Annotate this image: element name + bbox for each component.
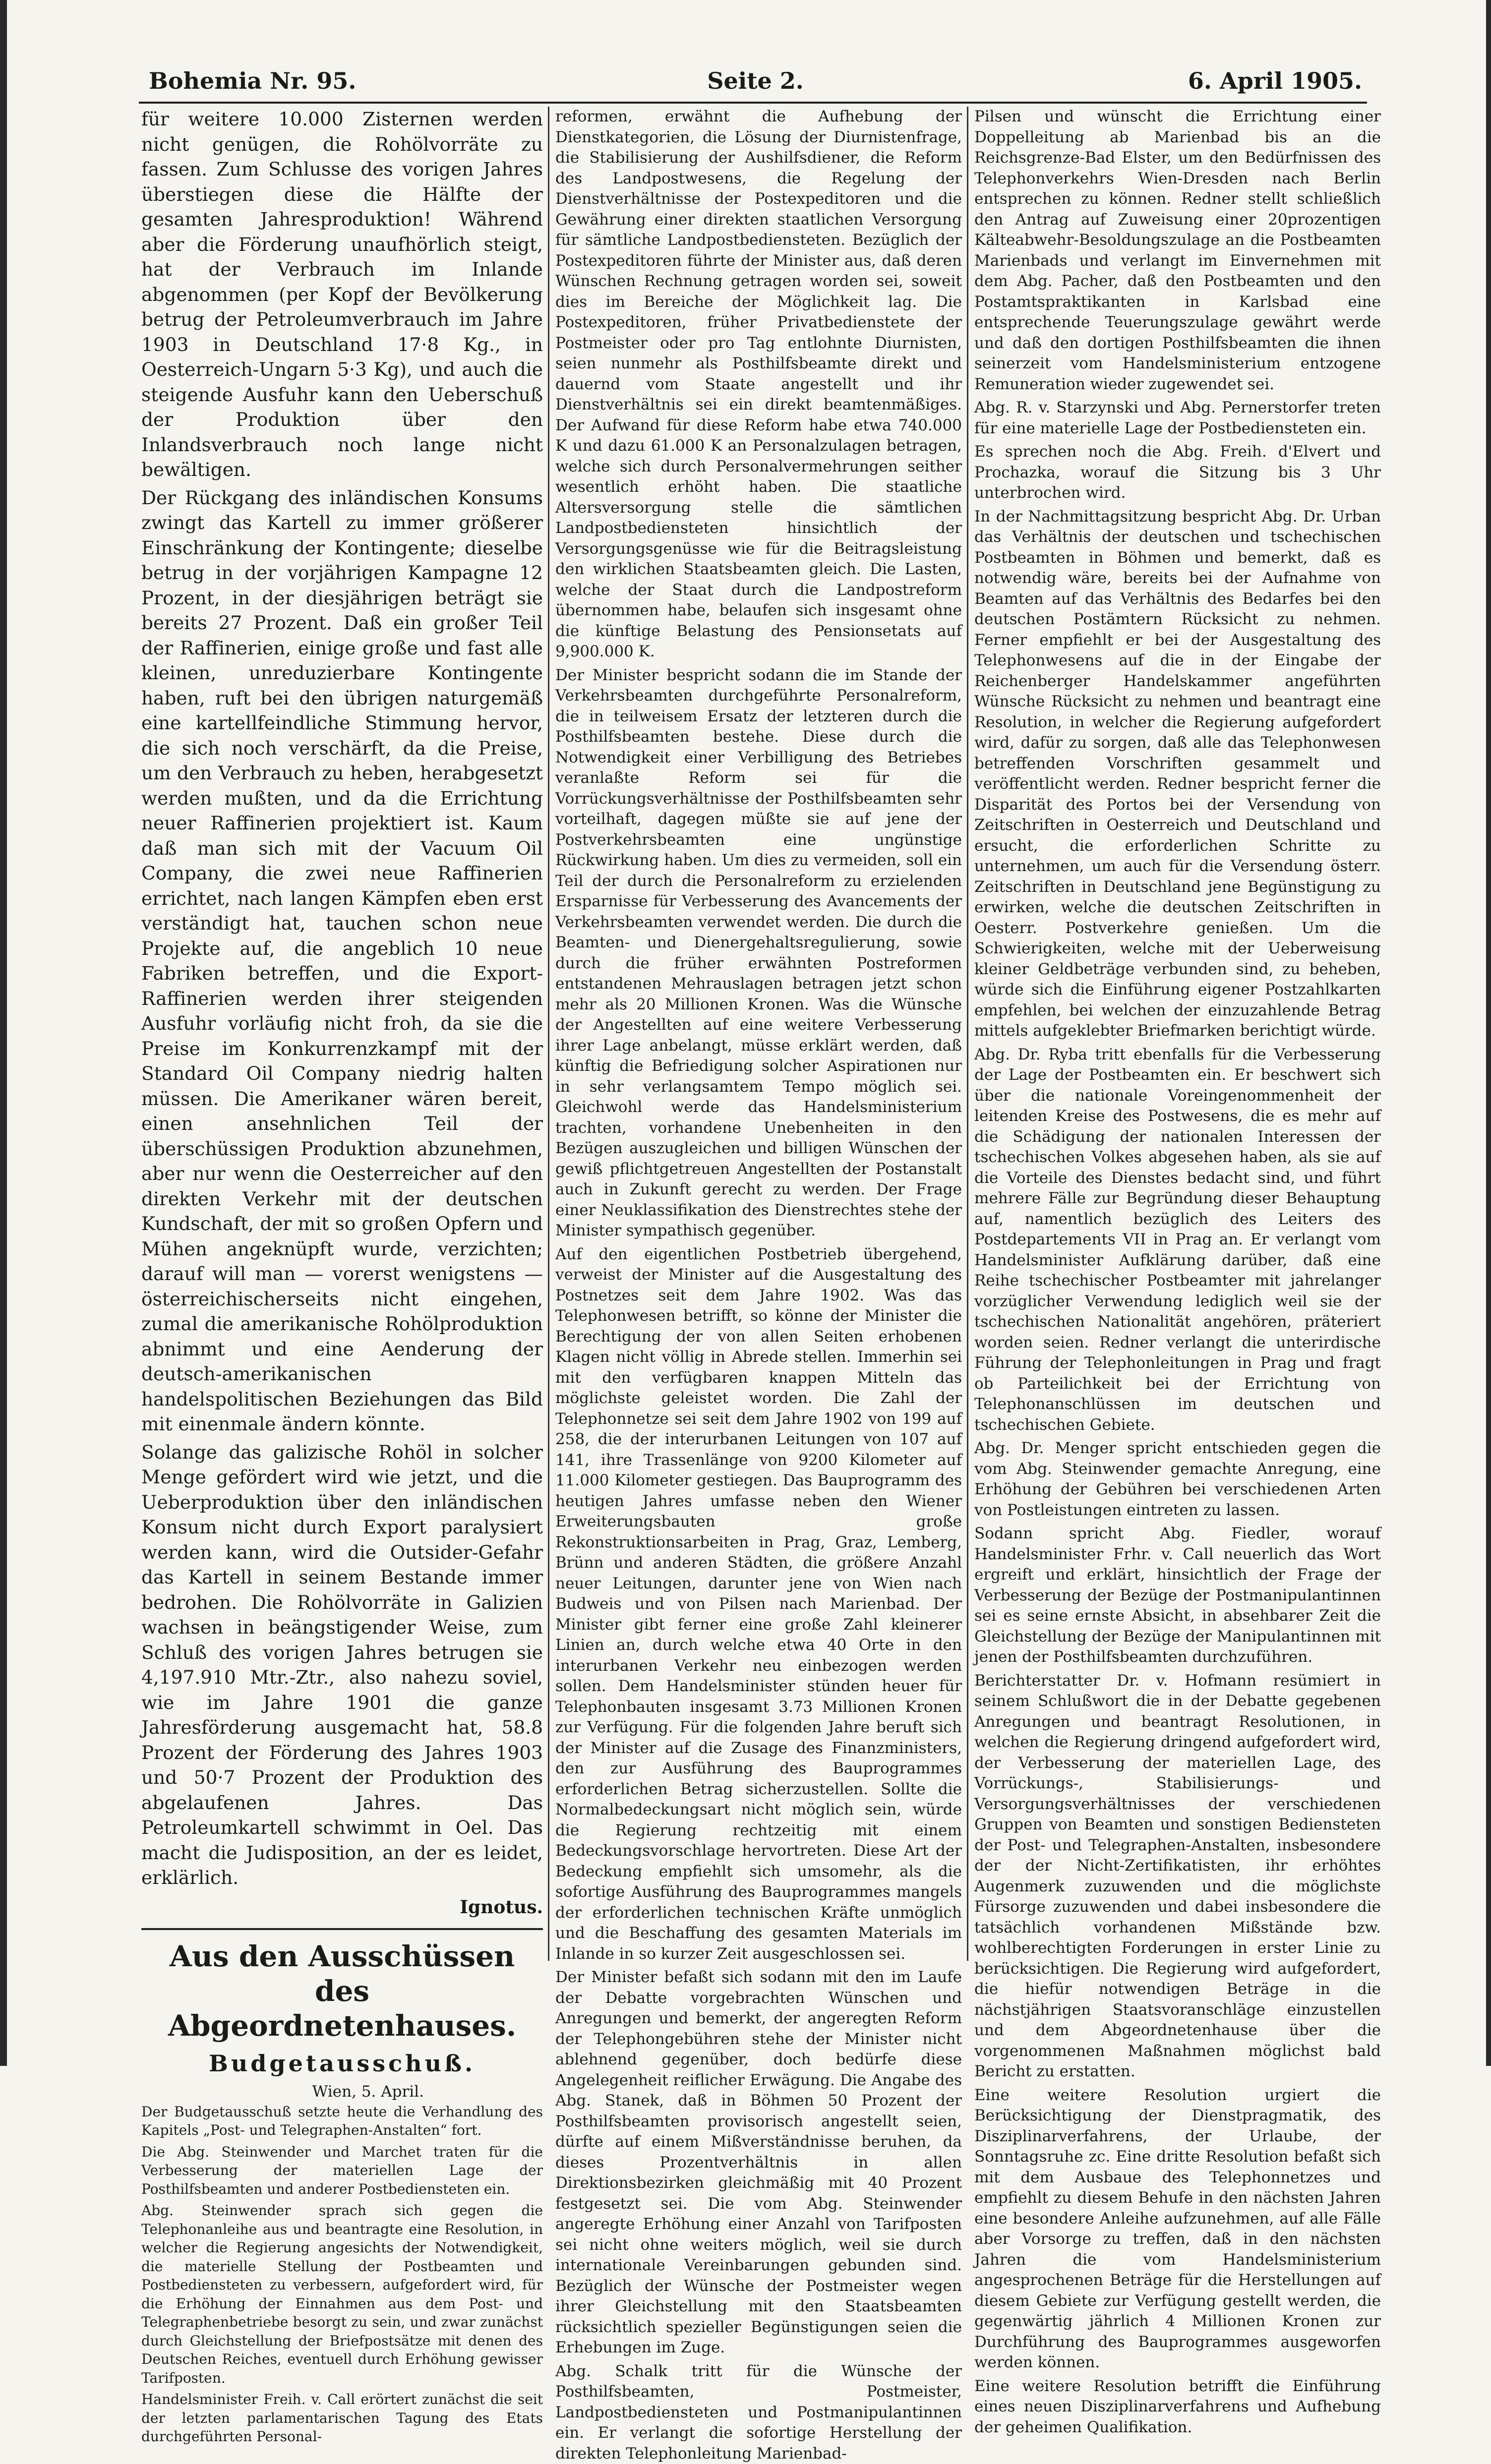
- column-divider: [967, 107, 968, 1961]
- report-paragraph: Sodann spricht Abg. Fiedler, worauf Handelsminister Frhr. v. Call neuerlich das Wort ergreift und erklärt, hinsichtlich der Frage der Verbesserung der Bezüge der Postmanipulantinnen sei es seine ernste Absicht, in absehbarer Zeit die Gleichstellung der Bezüge der Manipulantinnen mit jenen der Posthilfsbeamten durchzuführen.: [974, 1524, 1381, 1668]
- article-paragraph: für weitere 10.000 Zisternen werden nicht genügen, die Rohölvorräte zu fassen. Zum Schlusse des vorigen Jahres überstiegen diese die Hälfte der gesamten Jahresproduktion! Während aber die Förderung unaufhörlich steigt, hat der Verbrauch im Inlande abgenommen (per Kopf der Bevölkerung betrug der Petroleumverbrauch im Jahre 1903 in Deutschland 17·8 Kg., in Oesterreich-Ungarn 5·3 Kg), und auch die steigende Ausfuhr kann den Ueberschuß der Produktion über den Inlandsverbrauch noch lange nicht bewältigen.: [141, 107, 543, 482]
- report-paragraph: Pilsen und wünscht die Errichtung einer Doppelleitung ab Marienbad bis an die Reichsgrenze-Bad Elster, um den Bedürfnissen des Telephonverkehrs Wien-Dresden nach Berlin entsprechen zu können. Redner stellt schließlich den Antrag auf Zuweisung einer 20prozentigen Kälteabwehr-Besoldungszulage an die Postbeamten Marienbads und verlangt im Einvernehmen mit dem Abg. Pacher, daß den Postbeamten und den Postamtspraktikanten in Karlsbad eine entsprechende Teuerungszulage gewährt werde und daß den dortigen Posthilfsbeamten die ihnen seinerzeit vom Handelsministerium entzogene Remuneration wieder zugewendet sei.: [974, 107, 1381, 395]
- section-subtitle: Budgetausschuß.: [141, 2050, 543, 2077]
- report-paragraph: Es sprechen noch die Abg. Freih. d'Elvert und Prochazka, worauf die Sitzung bis 3 Uhr unterbrochen wird.: [974, 442, 1381, 504]
- article-paragraph: Der Rückgang des inländischen Konsums zwingt das Kartell zu immer größerer Einschränkung der Kontingente; dieselbe betrug in der vorjährigen Kampagne 12 Prozent, in der diesjährigen beträgt sie bereits 27 Prozent. Daß ein großer Teil der Raffinerien, einige große und fast alle kleinen, unreduzierbare Kontingente haben, ruft bei den übrigen naturgemäß eine kartellfeindliche Stimmung hervor, die sich noch verschärft, da die Preise, um den Verbrauch zu heben, herabgesetzt werden mußten, und da die Errichtung neuer Raffinerien projektiert ist. Kaum daß man sich mit der Vacuum Oil Company, die zwei neue Raffinerien errichtet, nach langen Kämpfen eben erst verständigt hat, tauchen schon neue Projekte auf, die angeblich 10 neue Fabriken betreffen, und die Export-Raffinerien werden ihrer steigenden Ausfuhr vorläufig nicht froh, da sie die Preise im Konkurrenzkampf mit der Standard Oil Company niedrig halten müssen. Die Amerikaner wären bereit, einen ansehnlichen Teil der überschüssigen Produktion abzunehmen, aber nur wenn die Oesterreicher auf den direkten Verkehr mit der deutschen Kundschaft, der mit so großen Opfern und Mühen angeknüpft wurde, verzichten; darauf will man — vorerst wenigstens — österreichischerseits nicht eingehen, zumal die amerikanische Rohölproduktion abnimmt und eine Aenderung der deutsch-amerikanischen handelspolitischen Beziehungen das Bild mit einenmale ändern könnte.: [141, 485, 543, 1437]
- report-paragraph: reformen, erwähnt die Aufhebung der Dienstkategorien, die Lösung der Diurnistenfrage, die Stabilisierung der Aushilfsdiener, die Reform des Landpostwesens, die Regelung der Dienstverhältnisse der Postexpeditoren und die Gewährung einer direkten staatlichen Versorgung für sämtliche Landpostbediensteten. Bezüglich der Postexpeditoren führte der Minister aus, daß deren Wünschen Rechnung getragen worden sei, soweit dies im Bereiche der Möglichkeit lag. Die Postexpeditoren, früher Privatbedienstete der Postmeister oder pro Tag entlohnte Diurnisten, seien nunmehr als Posthilfsbeamte direkt und dauernd vom Staate angestellt und ihr Dienstverhältnis sei ein direkt beamtenmäßiges. Der Aufwand für diese Reform habe etwa 740.000 K und dazu 61.000 K an Personalzulagen betragen, welche sich durch Personalvermehrungen seither wesentlich erhöht haben. Die staatliche Altersversorgung stelle die sämtlichen Landpostbediensteten hinsichtlich der Versorgungsgenüsse wie für die Beitragsleistung den wirklichen Staatsbeamten gleich. Die Lasten, welche der Staat durch die Landpostreform übernommen habe, belaufen sich insgesamt ohne die künftige Belastung des Pensionsetats auf 9,900.000 K.: [555, 107, 962, 662]
- report-paragraph: Der Budgetausschuß setzte heute die Verhandlung des Kapitels „Post- und Telegraphen-Anstalten“ fort.: [141, 2103, 543, 2140]
- column-2: [555, 107, 962, 1991]
- report-paragraph: Die Abg. Steinwender und Marchet traten für die Verbesserung der materiellen Lage der Posthilfsbeamten und anderer Postbediensteten ein.: [141, 2143, 543, 2199]
- section-rule: [141, 1928, 543, 1930]
- report-paragraph: Berichterstatter Dr. v. Hofmann resümiert in seinem Schlußwort die in der Debatte gegebenen Anregungen und beantragt Resolutionen, in welchen die Regierung dringend aufgefordert wird, der Verbesserung der materiellen Lage, des Vorrückungs-, Stabilisierungs- und Versorgungsverhältnisses der verschiedenen Gruppen von Beamten und sonstigen Bediensteten der Post- und Telegraphen-Anstalten, insbesondere der der Nicht-Zertifikatisten, ihr erhöhtes Augenmerk zuzuwenden und die möglichste Fürsorge zuzuwenden und dabei insbesondere die tatsächlich vorhandenen Mißstände bzw. wohlberechtigten Forderungen in erster Linie zu berücksichtigen. Die Regierung wird aufgefordert, die hiefür notwendigen Beträge in die nächstjährigen Staatsvoranschläge einzustellen und dem Abgeordnetenhause über die vorgenommenen Maßnahmen möglichst bald Bericht zu erstatten.: [974, 1671, 1381, 2082]
- report-paragraph: Abg. Steinwender sprach sich gegen die Telephonanleihe aus und beantragte eine Resolution, in welcher die Regierung angesichts der Notwendigkeit, die materielle Stellung der Postbeamten und Postbediensteten zu verbessern, aufgefordert wird, für die Erhöhung der Einnahmen aus dem Post- und Telegraphenbetriebe besorgt zu sein, und zwar zunächst durch Gleichstellung der Briefpostsätze mit denen des Deutschen Reiches, eventuell durch Erhöhung gewisser Tarifposten.: [141, 2201, 543, 2387]
- report-body: [141, 2103, 543, 2446]
- header-page-number: Seite 2.: [707, 67, 804, 94]
- article-signature: Ignotus.: [141, 1893, 543, 1921]
- header-rule: [139, 102, 1367, 104]
- page-header: [149, 63, 1362, 98]
- report-paragraph: Auf den eigentlichen Postbetrieb übergehend, verweist der Minister auf die Ausgestaltung des Postnetzes seit dem Jahre 1902. Was das Telephonwesen betrifft, so könne der Minister die Berechtigung der von allen Seiten erhobenen Klagen nicht völlig in Abrede stellen. Immerhin sei mit den verfügbaren knappen Mitteln das möglichste geleistet worden. Die Zahl der Telephonnetze sei seit dem Jahre 1902 von 199 auf 258, die der interurbanen Leitungen von 107 auf 141, ihre Trassenlänge von 9200 Kilometer auf 11.000 Kilometer gestiegen. Das Bauprogramm des heutigen Jahres umfasse neben den Wiener Erweiterungsbauten große Rekonstruktionsarbeiten in Prag, Graz, Lemberg, Brünn und anderen Städten, die größere Anzahl neuer Leitungen, darunter jene von Wien nach Budweis und von Pilsen nach Marienbad. Der Minister gibt ferner eine große Zahl kleinerer Linien an, durch welche etwa 40 Orte in den interurbanen Verkehr neu einbezogen werden sollen. Dem Handelsminister stünden heuer für Telephonbauten insgesamt 3.73 Millionen Kronen zur Verfügung. Für die folgenden Jahre beruft sich der Minister auf die Zusage des Finanzministers, den zur Ausführung des Bauprogrammes erforderlichen Betrag sicherzustellen. Sollte die Normalbedeckungsart nicht möglich sein, würde die Regierung rechtzeitig mit einem Bedeckungsvorschlage hervortreten. Diese Art der Bedeckung empfiehlt sich umsomehr, als die sofortige Ausführung des Bauprogrammes mangels der erforderlichen technischen Kräfte unmöglich und die Beschaffung des gesamten Materials im Inlande in so kurzer Zeit ausgeschlossen sei.: [555, 1244, 962, 1965]
- report-paragraph: Eine weitere Resolution urgiert die Berücksichtigung der Dienstpragmatik, des Disziplinarverfahrens, der Urlaube, der Sonntagsruhe zc. Eine dritte Resolution befaßt sich mit dem Ausbaue des Telephonnetzes und empfiehlt zu diesem Behufe in den nächsten Jahren eine besondere Anleihe aufzunehmen, auf alle Fälle aber Vorsorge zu treffen, daß in den nächsten Jahren die vom Handelsministerium angesprochenen Beträge für die Herstellungen auf diesem Gebiete zur Verfügung gestellt werden, die gegenwärtig jährlich 4 Millionen Kronen zur Durchführung des Bauprogrammes ausgeworfen werden können.: [974, 2085, 1381, 2373]
- column-divider: [548, 107, 549, 1961]
- report-paragraph: Abg. Schalk tritt für die Wünsche der Posthilfsbeamten, Postmeister, Landpostbediensteten und Postmanipulantinnen ein. Er verlangt die sofortige Herstellung der direkten Telephonleitung Marienbad-: [555, 2361, 962, 2464]
- report-paragraph: In der Nachmittagsitzung bespricht Abg. Dr. Urban das Verhältnis der deutschen und tschechischen Postbeamten in Böhmen und bemerkt, daß es notwendig wäre, bereits bei der Aufnahme von Beamten auf das Verhältnis des Bedarfes bei den deutschen Postämtern Rücksicht zu nehmen. Ferner empfiehlt er bei der Ausgestaltung des Telephonwesens auf die in der Eingabe der Reichenberger Handelskammer angeführten Wünsche Rücksicht zu nehmen und beantragt eine Resolution, in welcher die Regierung aufgefordert wird, dafür zu sorgen, daß alle das Telephonwesen betreffenden Vorschriften gesammelt und veröffentlicht werden. Redner bespricht ferner die Disparität des Portos bei der Versendung von Zeitschriften in Oesterreich und Deutschland und ersucht, die erforderlichen Schritte zu unternehmen, um auch für die Versendung österr. Zeitschriften in Deutschland jene Begünstigung zu erwirken, welche die deutschen Zeitschriften in Oesterr. Postverkehre genießen. Um die Schwierigkeiten, welche mit der Ueberweisung kleiner Geldbeträge verbunden sind, zu beheben, würde sich die Einführung eigener Postzahlkarten empfehlen, bei welchen der einzuzahlende Betrag mittels aufgeklebter Briefmarken berichtigt würde.: [974, 507, 1381, 1042]
- report-paragraph: Abg. R. v. Starzynski und Abg. Pernerstorfer treten für eine materielle Lage der Postbediensteten ein.: [974, 398, 1381, 439]
- column-1: [141, 107, 543, 1991]
- header-date: 6. April 1905.: [1188, 67, 1362, 94]
- report-paragraph: Abg. Dr. Menger spricht entschieden gegen die vom Abg. Steinwender gemachte Anregung, eine Erhöhung der Gebühren bei verschiedenen Arten von Postleistungen eintreten zu lassen.: [974, 1438, 1381, 1521]
- dateline: Wien, 5. April.: [141, 2081, 424, 2103]
- report-paragraph: Der Minister befaßt sich sodann mit den im Laufe der Debatte vorgebrachten Wünschen und Anregungen und bemerkt, der angeregten Reform der Telephongebühren stehe der Minister nicht ablehnend gegenüber, doch bedürfe diese Angelegenheit reiflicher Erwägung. Die Angabe des Abg. Stanek, daß in Böhmen 50 Prozent der Posthilfsbeamten provisorisch angestellt seien, dürfte auf einem Mißverständnisse beruhen, da dieses Prozentverhältnis in allen Direktionsbezirken gleichmäßig mit 40 Prozent festgesetzt sei. Die vom Abg. Steinwender angeregte Erhöhung einer Anzahl von Tarifposten sei nicht ohne weiters möglich, weil sie durch internationale Vereinbarungen gebunden sind. Bezüglich der Wünsche der Postmeister wegen ihrer Gleichstellung mit den Staatsbeamten rücksichtlich spezieller Begünstigungen seien die Erhebungen im Zuge.: [555, 1967, 962, 2358]
- report-paragraph: Eine weitere Resolution betrifft die Einführung eines neuen Disziplinarverfahrens und Aufhebung der geheimen Qualifikation.: [974, 2376, 1381, 2438]
- report-paragraph: Abg. Dr. Ryba tritt ebenfalls für die Verbesserung der Lage der Postbeamten ein. Er beschwert sich über die nationale Voreingenommenheit der leitenden Kreise des Postwesens, die es mehr auf die Schädigung der nationalen Interessen der tschechischen Volkes abgesehen haben, als sie auf die Vorteile des Dienstes bedacht sind, und führt mehrere Fälle zur Begründung dieser Behauptung auf, namentlich bezüglich des Leiters des Postdepartements VII in Prag an. Er verlangt vom Handelsminister Aufklärung darüber, daß eine Reihe tschechischer Postbeamter mit jahrelanger vorzüglicher Verwendung lediglich weil sie der tschechischen Nationalität angehören, präteriert worden seien. Redner verlangt die unterirdische Führung der Telephonleitungen in Prag und fragt ob Parteilichkeit bei der Errichtung von Telephonanschlüssen im deutschen und tschechischen Gebiete.: [974, 1045, 1381, 1436]
- report-paragraph: Der Minister bespricht sodann die im Stande der Verkehrsbeamten durchgeführte Personalreform, die in teilweisem Ersatz der letzteren durch die Posthilfsbeamten bestehe. Diese durch die Notwendigkeit einer Verbilligung des Betriebes veranlaßte Reform sei für die Vorrückungsverhältnisse der Posthilfsbeamten sehr vorteilhaft, dagegen müßte sie auf jene der Postverkehrsbeamten eine ungünstige Rückwirkung haben. Um dies zu vermeiden, soll ein Teil der durch die Personalreform zu erzielenden Ersparnisse für Verbesserung des Avancements der Verkehrsbeamten verwendet werden. Die durch die Beamten- und Dienergehaltsregulierung, sowie durch die früher erwähnten Postreformen entstandenen Mehrauslagen betragen jetzt schon mehr als 20 Millionen Kronen. Was die Wünsche der Angestellten auf eine weitere Verbesserung ihrer Lage anbelangt, müsse erklärt werden, daß künftig die Befriedigung solcher Aspirationen nur in sehr verlangsamtem Tempo möglich sei. Gleichwohl werde das Handelsministerium trachten, vorhandene Unebenheiten in den Bezügen auszugleichen und billigen Wünschen der gewiß pflichtgetreuen Angestellten der Postanstalt auch in Zukunft gerecht zu werden. Der Frage einer Neuklassifikation des Dienstrechtes stehe der Minister sympathisch gegenüber.: [555, 665, 962, 1241]
- section-title: Aus den Ausschüssen des Abgeordnetenhauses.: [141, 1939, 543, 2043]
- column-3: [974, 107, 1381, 1991]
- header-publication: Bohemia Nr. 95.: [149, 67, 356, 94]
- report-paragraph: Handelsminister Freih. v. Call erörtert zunächst die seit der letzten parlamentarischen Tagung des Etats durchgeführten Personal-: [141, 2390, 543, 2446]
- article-paragraph: Solange das galizische Rohöl in solcher Menge gefördert wird wie jetzt, und die Ueberproduktion über den inländischen Konsum nicht durch Export paralysiert werden kann, wird die Outsider-Gefahr das Kartell in seinem Bestande immer bedrohen. Die Rohölvorräte in Galizien wachsen in beängstigender Weise, zum Schluß des vorigen Jahres betrugen sie 4,197.910 Mtr.-Ztr., also nahezu soviel, wie im Jahre 1901 die ganze Jahresförderung ausgemacht hat, 58.8 Prozent der Förderung des Jahres 1903 und 50·7 Prozent der Produktion des abgelaufenen Jahres. Das Petroleumkartell schwimmt in Oel. Das macht die Judisposition, an der es leidet, erklärlich.: [141, 1440, 543, 1890]
